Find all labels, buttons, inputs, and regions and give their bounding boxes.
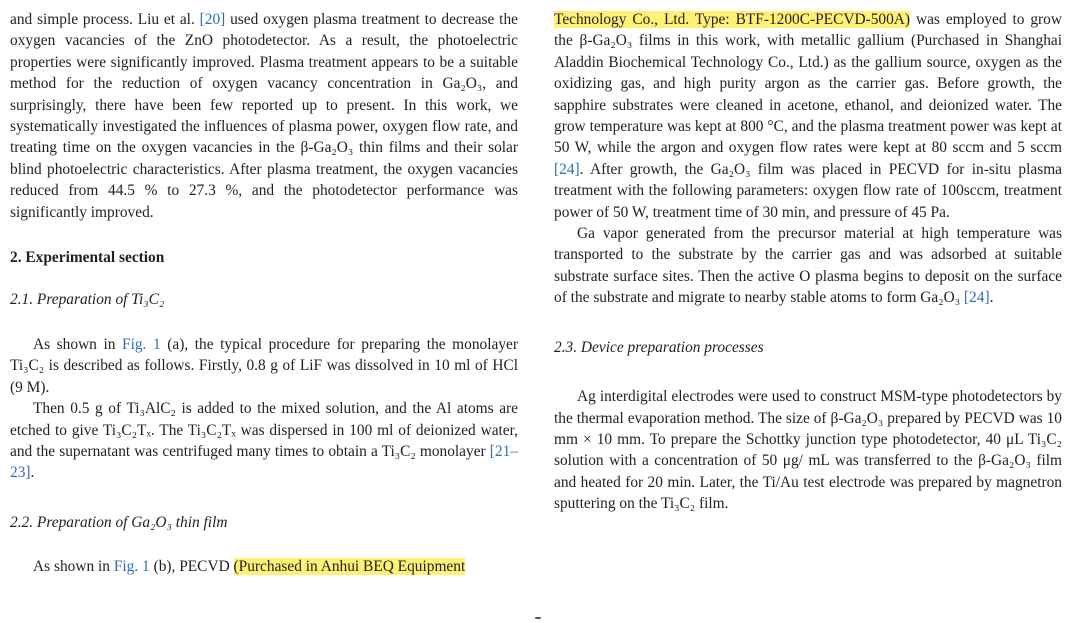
citation-link[interactable]: [20] bbox=[199, 11, 226, 28]
highlighted-text[interactable]: (Purchased in Anhui BEQ Equipment bbox=[233, 558, 466, 576]
left-column bbox=[10, 9, 518, 578]
figure-link[interactable]: Fig. 1 bbox=[113, 558, 150, 576]
intro-paragraph: and simple process. Liu et al. [20] used oxygen plasma treatment to decrease the oxygen vacancies of the ZnO photodetector. As a result, the photoelectric properties were significantly improved. Plasma treatment appears to be a suitable method for the reduction of oxygen vacancy concentration in Ga₂O₃, and surprisingly, there have been few reported up to present. In this work, we systematically investigated the influences of plasma power, oxygen flow rate, and treating time on the oxygen vacancies in the β-Ga₂O₃ thin films and their solar blind photoelectric characteristics. After plasma treatment, the oxygen vacancies reduced from 44.5 % to 27.3 %, and the photodetector performance was significantly improved. bbox=[10, 11, 518, 221]
subsection-heading-2-1: 2.1. Preparation of Ti₃C₂ bbox=[10, 291, 165, 309]
paragraph-2-1-b: Then 0.5 g of Ti₃AlC₂ is added to the mixed solution, and the Al atoms are etched to give Ti₃C₂Tₓ. The Ti₃C₂Tₓ was dispersed in 100 ml of deionized water, and the supernatant was centrifuged many times to obtain a Ti₃C₂ monolayer [21–23]. bbox=[10, 400, 518, 482]
citation-link[interactable]: [24] bbox=[963, 289, 990, 307]
paragraph-2-1-a: As shown in Fig. 1 (a), the typical procedure for preparing the monolayer Ti₃C₂ is described as follows. Firstly, 0.8 g of LiF was dissolved in 10 ml of HCl (9 M). bbox=[10, 335, 518, 396]
paragraph-2-2-continued: Technology Co., Ltd. Type: BTF-1200C-PECVD-500A) was employed to grow the β-Ga₂O₃ films in this work, with metallic gallium (Purchased in Shanghai Aladdin Biochemical Technology Co., Ltd.) as the gallium source, oxygen as the oxidizing gas, and high purity argon as the carrier gas. Before growth, the sapphire substrates were cleaned in acetone, ethanol, and deionized water. The grow temperature was kept at 800 °C, and the plasma treatment power was kept at 50 W, while the argon and oxygen flow rates were kept at 80 sccm and 5 sccm [24]. After growth, the Ga₂O₃ film was placed in PECVD for in-situ plasma treatment with the following parameters: oxygen flow rate of 100sccm, treatment power of 50 W, treatment time of 30 min, and pressure of 45 Pa. bbox=[554, 11, 1062, 221]
right-column bbox=[554, 9, 1062, 515]
section-heading-experimental: 2. Experimental section bbox=[10, 249, 165, 267]
citation-link[interactable]: [21–23] bbox=[10, 442, 518, 482]
paragraph-2-2-start: As shown in Fig. 1 (b), PECVD (Purchased in Anhui BEQ Equipment bbox=[33, 558, 466, 576]
citation-link[interactable]: [24] bbox=[554, 160, 580, 178]
subsection-heading-2-2: 2.2. Preparation of Ga₂O₃ thin film bbox=[10, 513, 228, 531]
page-mark bbox=[535, 617, 541, 619]
highlighted-text[interactable]: Technology Co., Ltd. Type: BTF-1200C-PECVD-500A) bbox=[554, 11, 911, 28]
paragraph-2-2-b: Ga vapor generated from the precursor material at high temperature was transported to the substrate by the carrier gas and was adsorbed at suitable substrate surface sites. Then the active O plasma begins to deposit on the surface of the substrate and migrate to nearby stable atoms to form Ga₂O₃ [24]. bbox=[554, 225, 1062, 307]
paragraph-2-3: Ag interdigital electrodes were used to construct MSM-type photodetectors by the thermal evaporation method. The size of β-Ga₂O₃ prepared by PECVD was 10 mm × 10 mm. To prepare the Schottky junction type photodetector, 40 μL Ti₃C₂ solution with a concentration of 50 μg/ mL was transferred to the β-Ga₂O₃ film and heated for 20 min. Later, the Ti/Au test electrode was prepared by magnetron sputtering on the Ti₃C₂ film. bbox=[554, 388, 1062, 513]
subsection-heading-2-3: 2.3. Device preparation processes bbox=[554, 338, 764, 356]
figure-link[interactable]: Fig. 1 bbox=[122, 335, 161, 353]
